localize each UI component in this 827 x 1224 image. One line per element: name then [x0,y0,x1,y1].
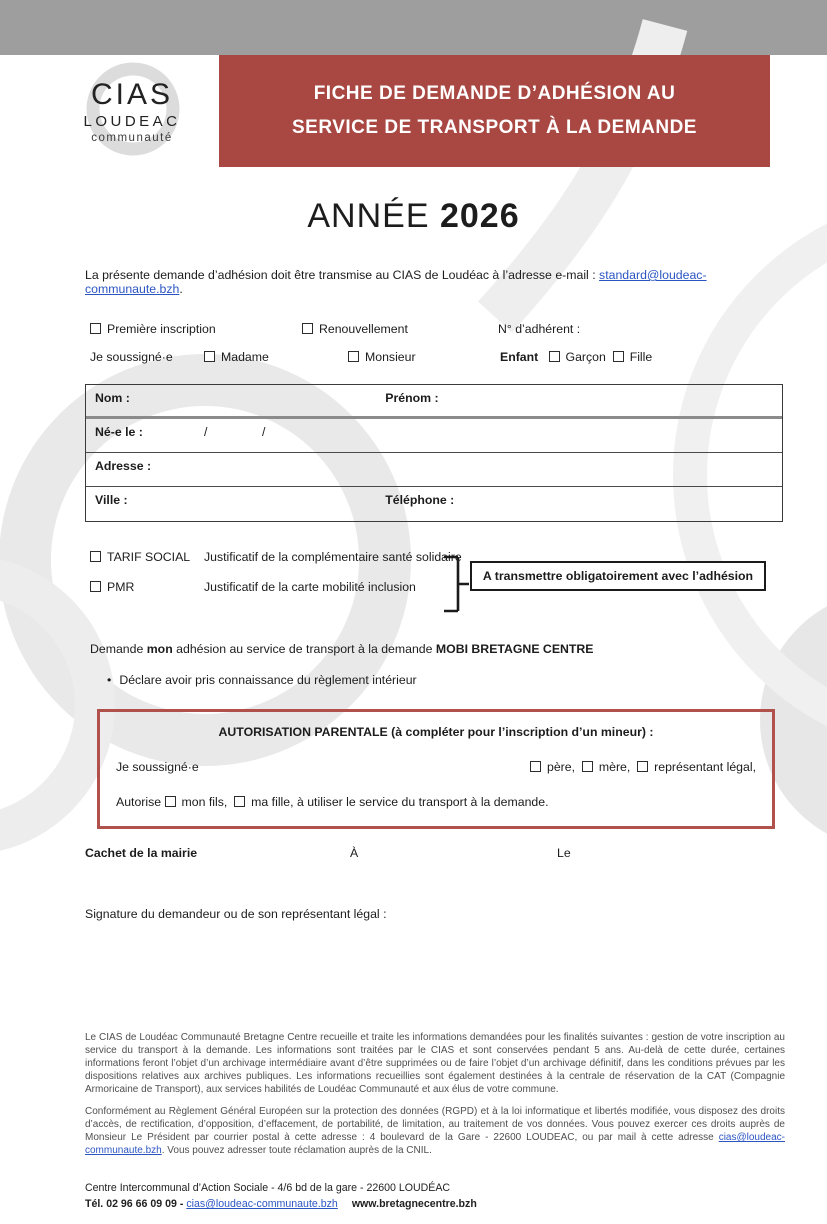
parental-role-options [530,760,756,774]
ville-label: Ville : [95,493,128,507]
tarif-social-doc: Justificatif de la complémentaire santé solidaire [204,550,462,564]
rgpd-p2-suffix: . Vous pouvez adresser toute réclamation auprès de la CNIL. [161,1145,432,1156]
date-slash-1: / [204,425,208,439]
intro-text: La présente demande d’adhésion doit être transmise au CIAS de Loudéac à l’adresse e-mail : [85,268,600,282]
cias-logo [57,55,207,167]
request-part1: Demande [90,642,147,656]
monsieur-label: Monsieur [365,350,416,364]
representant-label: représentant légal, [654,760,756,774]
monsieur-checkbox[interactable] [348,351,359,362]
mere-label: mère, [598,760,631,774]
year-title [0,197,827,236]
le-label: Le [557,846,571,860]
authorize-rest: à utiliser le service du transport à la demande. [293,795,549,809]
rgpd-section [85,1031,785,1157]
madame-label: Madame [221,350,269,364]
fille-checkbox[interactable] [613,351,624,362]
header [57,55,770,167]
soussigne-label: Je soussigné·e [90,350,173,364]
logo-text-cias: CIAS [90,78,174,111]
footer-phone: Tél. 02 96 66 09 09 - [85,1198,187,1210]
signature-label: Signature du demandeur ou de son représentant légal : [85,907,387,921]
logo-text-loudeac: LOUDEAC [83,113,181,130]
madame-option [204,350,348,364]
bullet-glyph: • [107,673,112,687]
ne-le-label: Né-e le : [95,425,143,439]
declaration-line [107,673,783,687]
renouvellement-label: Renouvellement [319,322,408,336]
declaration-text: Déclare avoir pris connaissance du règlement intérieur [119,673,417,687]
renouvellement-checkbox[interactable] [302,323,313,334]
monsieur-option [348,350,500,364]
parental-title: AUTORISATION PARENTALE (à compléter pour l’inscription d’un mineur) : [218,725,654,739]
year-title-word: ANNÉE [307,197,440,235]
footer-contact-line [85,1198,783,1210]
footer-address: Centre Intercommunal d’Action Sociale - 4/6 bd de la gare - 22600 LOUDÉAC [85,1182,451,1194]
identity-table [85,384,783,522]
transmit-required-box: A transmettre obligatoirement avec l’adhésion [470,561,766,591]
pere-checkbox[interactable] [530,761,541,772]
telephone-label: Téléphone : [385,493,455,507]
title-banner [219,55,770,167]
pmr-doc: Justificatif de la carte mobilité inclusion [204,580,416,594]
cias-email-link-footer[interactable]: cias@loudeac-communaute.bzh [186,1198,338,1210]
premiere-inscription-label: Première inscription [107,322,216,336]
parental-authorize-line [116,795,756,809]
pmr-label: PMR [107,580,135,594]
logo-text-communaute: communauté [91,132,173,144]
banner-line-2: SERVICE DE TRANSPORT À LA DEMANDE [292,117,697,138]
mere-checkbox[interactable] [582,761,593,772]
rgpd-paragraph-1: Le CIAS de Loudéac Communauté Bretagne Centre recueille et traite les informations demandées pour les finalités suivantes : gestion de votre inscription au service du transport à la demande. Les informations sont traitées par le CIAS et sont conservées pendant 5 ans. Au-delà de cette durée, certaines informations feront l’objet d’un archivage intermédiaire avant d’être supprimées ou de faire l’objet d’un archivage définitif, dans les conditions prévues par les dispositions relatives aux archives publiques. Les informations recueillies sont également destinées à la centrale de réservation de la CAT (Compagnie Armoricaine de Transport), aux services habilités de Loudéac Communauté et aux élus de votre commune. [85,1032,785,1095]
footer [85,1182,783,1210]
banner-line-1: FICHE DE DEMANDE D’ADHÉSION AU [313,82,676,104]
intro-line [85,268,785,296]
year-title-year: 2026 [439,197,520,235]
pere-label: père, [546,760,576,774]
fille2-label: ma fille, [251,795,294,809]
row-ne-le[interactable] [86,419,782,453]
request-service-name: MOBI BRETAGNE CENTRE [435,642,594,656]
standard-email-link[interactable]: standard@loudeac-communaute.bzh [85,268,707,296]
garcon-checkbox[interactable] [549,351,560,362]
fille-label: Fille [629,350,653,364]
cias-email-link-rgpd[interactable]: cias@loudeac-communaute.bzh [85,1132,785,1156]
enfant-options [500,350,783,364]
tarif-section [90,550,783,622]
pmr-line [90,580,416,594]
pmr-checkbox[interactable] [90,581,101,592]
bracket-icon [442,554,470,616]
inscription-type-row [90,322,783,336]
representant-checkbox[interactable] [637,761,648,772]
fils-checkbox[interactable] [165,796,176,807]
footer-website: www.bretagnecentre.bzh [351,1198,477,1210]
tarif-social-label: TARIF SOCIAL [107,550,191,564]
renouvellement-option [302,322,498,336]
tarif-social-line [90,550,462,564]
autorise-label: Autorise [116,795,165,809]
civility-row [90,350,783,364]
tarif-social-checkbox[interactable] [90,551,101,562]
rgpd-paragraph-2 [85,1105,785,1157]
parental-signatory-line [116,760,756,774]
row-ville-telephone[interactable] [86,487,782,521]
rgpd-p2-text: Conformément au Règlement Général Européen sur la protection des données (RGPD) et à la loi informatique et libertés modifiée, vous disposez des droits d’accès, de rectification, d’opposition, d’effacement, de portabilité, de limitation, au traitement de vos données. Vous pouvez exercer ces droits auprès de Monsieur Le Président par courrier postal à cette adresse : 4 boulevard de la Gare - 22600 LOUDEAC, ou par mail à cette adresse [85,1106,785,1143]
parental-soussigne-label: Je soussigné·e [116,760,199,774]
date-slash-2: / [262,425,266,439]
prenom-label: Prénom : [385,391,439,405]
row-adresse[interactable] [86,453,782,487]
fille2-checkbox[interactable] [234,796,245,807]
adhesion-request-line [90,642,783,656]
adherent-number-label: N° d’adhérent : [498,322,581,336]
adresse-label: Adresse : [95,459,152,473]
premiere-inscription-checkbox[interactable] [90,323,101,334]
pmr-option [90,580,204,594]
tarif-social-option [90,550,204,564]
stamp-row [85,846,783,860]
enfant-label: Enfant [500,350,539,364]
parental-authorization-box [97,709,775,829]
nom-label: Nom : [95,391,130,405]
request-bold1: mon [146,642,173,656]
intro-suffix: . [179,282,183,296]
form-page [0,55,827,1224]
madame-checkbox[interactable] [204,351,215,362]
premiere-inscription-option [90,322,302,336]
cachet-label: Cachet de la mairie [85,846,198,860]
fils-label: mon fils, [181,795,228,809]
request-part2: adhésion au service de transport à la demande [172,642,436,656]
a-label: À [350,846,359,860]
row-nom-prenom[interactable] [86,385,782,419]
garcon-label: Garçon [565,350,606,364]
